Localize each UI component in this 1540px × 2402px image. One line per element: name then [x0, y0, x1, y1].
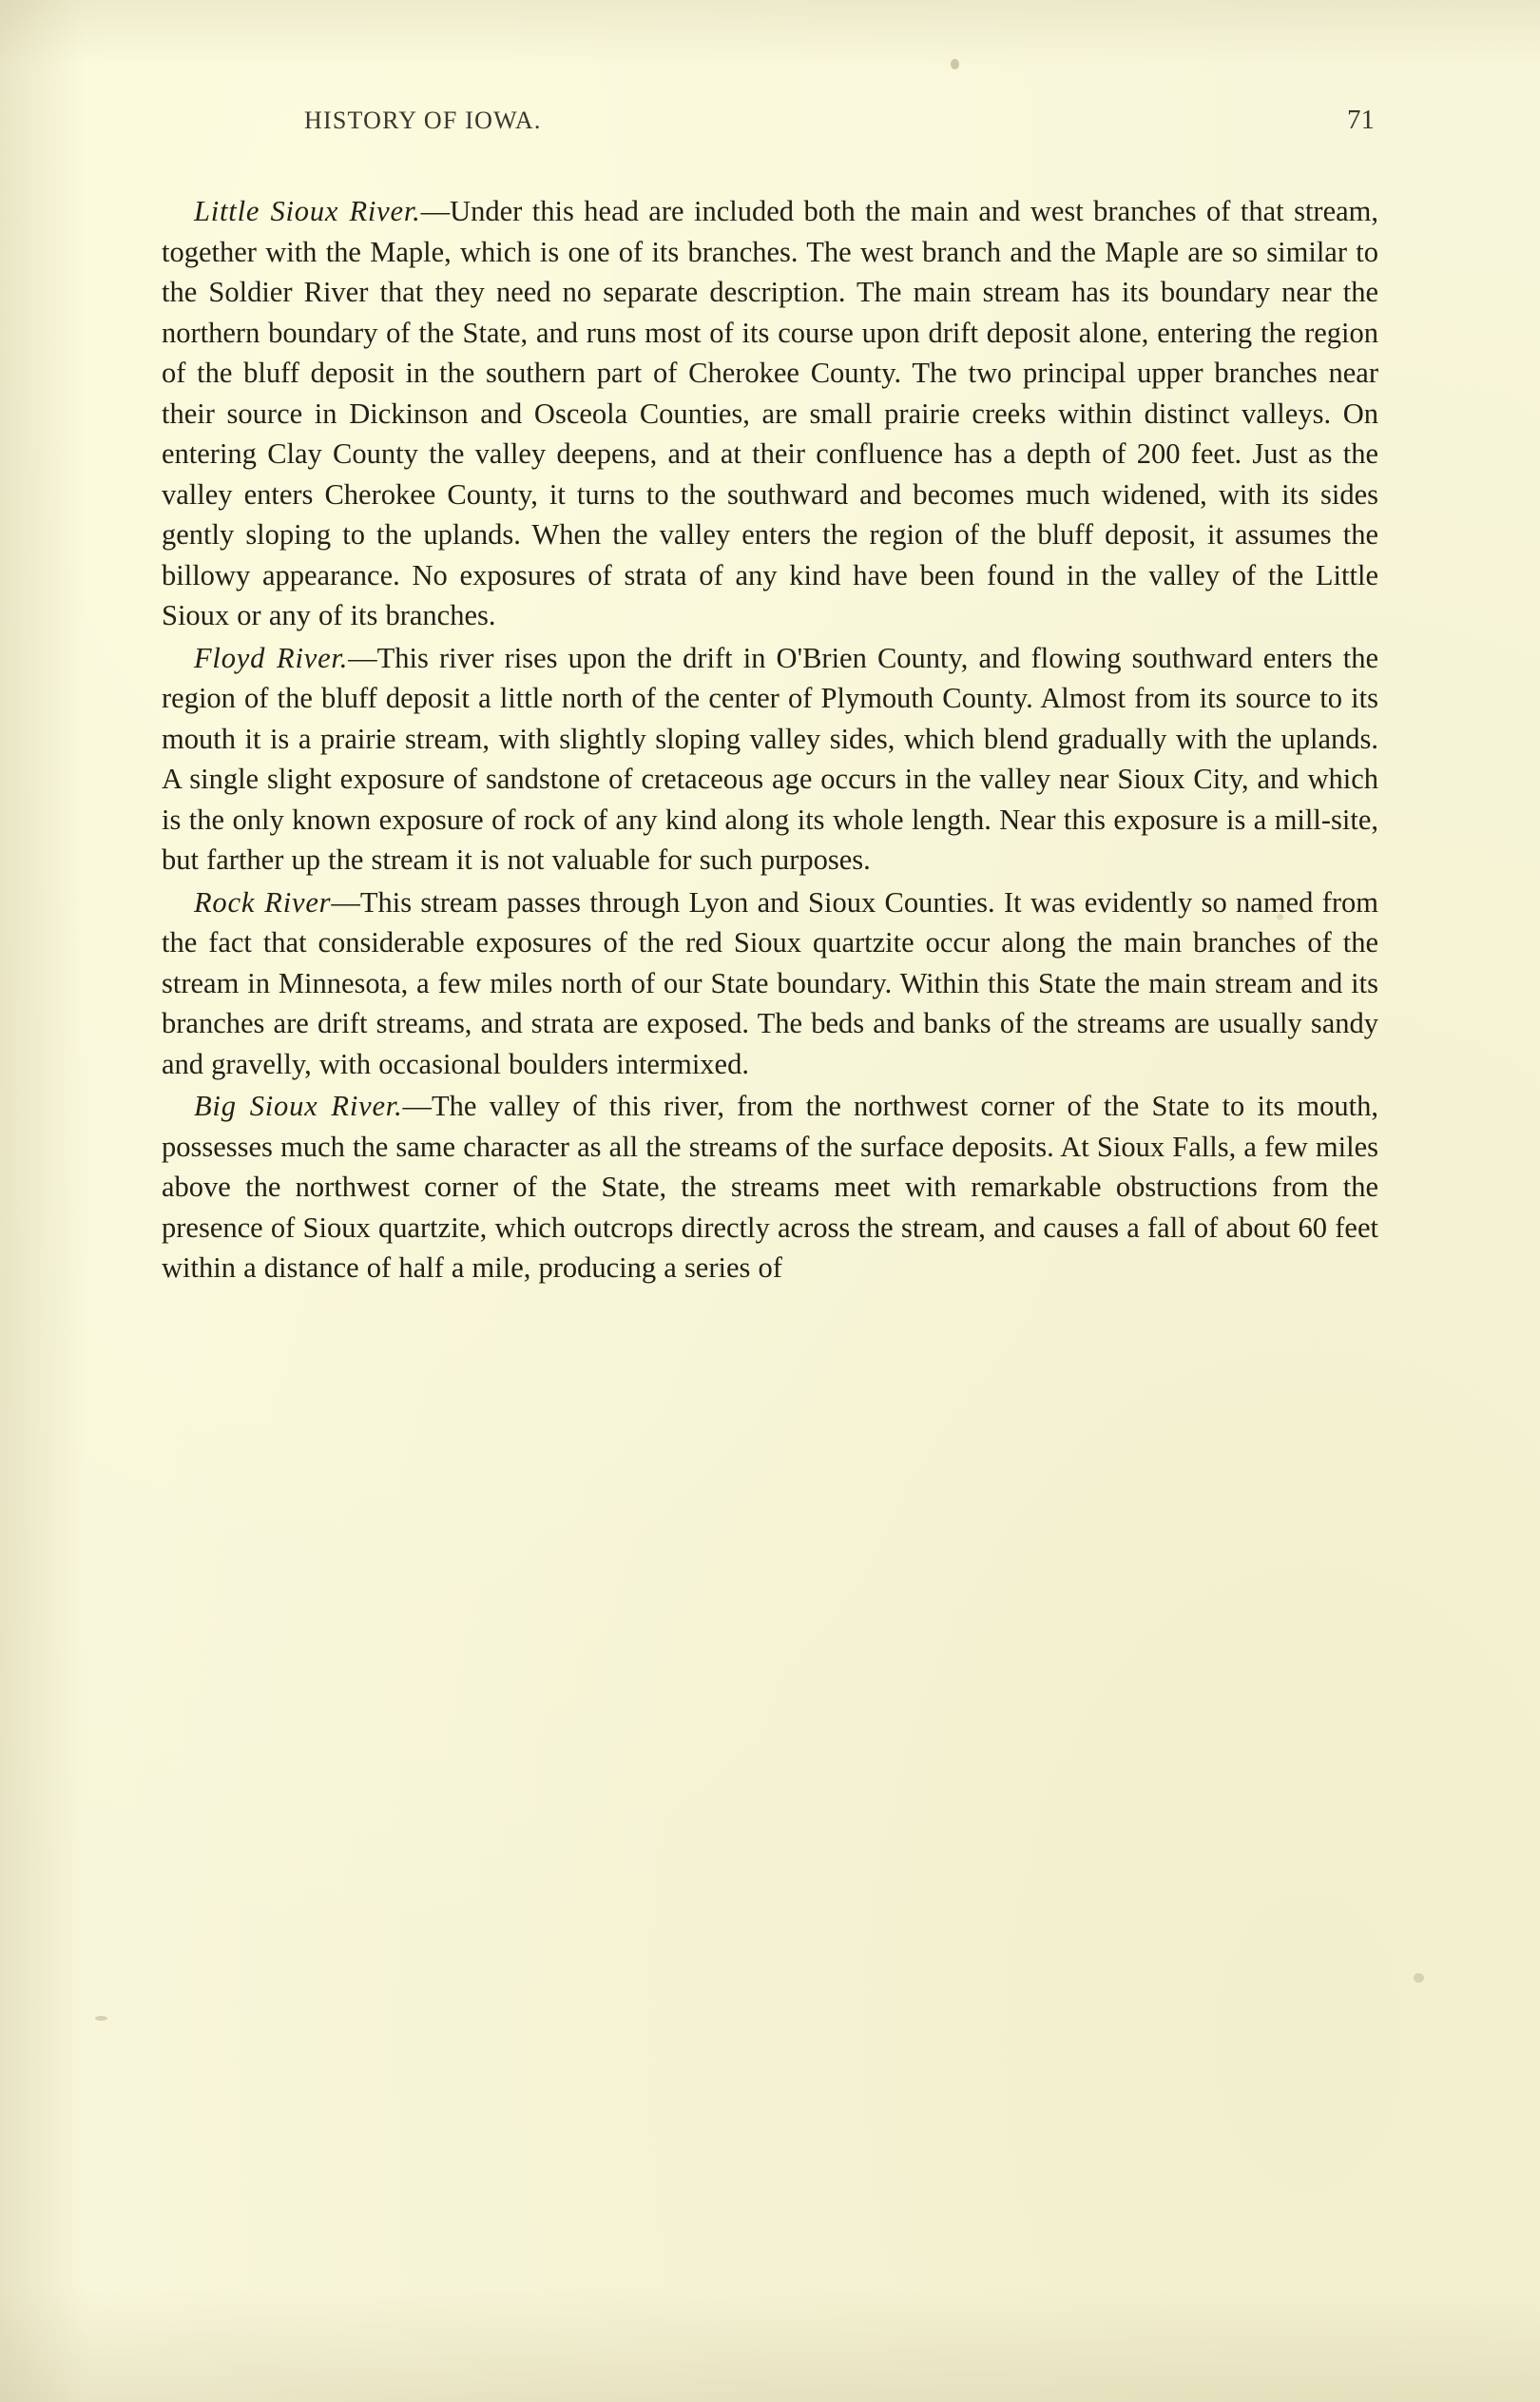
run-in-heading-big-sioux-river: Big Sioux River. — [194, 1090, 403, 1122]
page-speck — [95, 2016, 107, 2021]
page-speck — [1414, 1973, 1424, 1983]
em-dash: — — [420, 195, 451, 227]
paragraph-rock-river — [162, 882, 1378, 1085]
run-in-heading-floyd-river: Floyd River. — [194, 641, 349, 674]
paragraph-big-sioux-river — [162, 1086, 1378, 1288]
paragraph-floyd-river — [162, 638, 1378, 881]
run-in-heading-little-sioux-river: Little Sioux River. — [194, 195, 421, 227]
paragraph-text: The valley of this river, from the northwest corner of the State to its mouth, possesses much the same character as all the streams of the surface deposits. At Sioux Falls, a few miles above the northwest corner of the State, the streams meet with remarkable obstructions from the presence of Sioux quartzite, which outcrops directly across the stream, and causes a fall of about 60 feet within a distance of half a mile, producing a series of — [162, 1090, 1378, 1284]
em-dash: — — [348, 641, 377, 674]
paragraph-text: This river rises upon the drift in O'Brien County, and flowing southward enters the region of the bluff deposit a little north of the center of Plymouth County. Almost from its source to its mouth it is a prairie stream, with slightly sloping valley sides, which blend gradually with the uplands. A single slight exposure of sandstone of cretaceous age occurs in the valley near Sioux City, and which is the only known exposure of rock of any kind along its whole length. Near this exposure is a mill-site, but farther up the stream it is not valuable for such purposes. — [162, 641, 1378, 876]
run-in-heading-rock-river: Rock River — [194, 885, 332, 919]
page-content — [162, 105, 1378, 1290]
em-dash: — — [402, 1090, 433, 1122]
page-edge-shading-top — [0, 0, 1540, 67]
page-speck — [951, 59, 959, 69]
running-head — [162, 105, 1378, 136]
running-head-title: HISTORY OF IOWA. — [304, 107, 542, 134]
page-edge-shading-bottom — [0, 2288, 1540, 2402]
page-number: 71 — [1347, 105, 1375, 135]
em-dash: — — [331, 885, 360, 919]
paragraph-text: Under this head are included both the main and west branches of that stream, together with the Maple, which is one of its branches. The west branch and the Maple are so similar to the Soldier River that they need no separate description. The main stream has its boundary near the northern boundary of the State, and runs most of its course upon drift deposit alone, entering the region of the bluff deposit in the southern part of Cherokee County. The two principal upper branches near their source in Dickinson and Osceola Counties, are small prairie creeks within distinct valleys. On entering Clay County the valley deepens, and at their confluence has a depth of 200 feet. Just as the valley enters Cherokee County, it turns to the southward and becomes much widened, with its sides gently sloping to the uplands. When the valley enters the region of the bluff deposit, it assumes the billowy appearance. No exposures of strata of any kind have been found in the valley of the Little Sioux or any of its branches. — [162, 195, 1379, 631]
page-edge-shading-left — [0, 0, 86, 2402]
paragraph-text: This stream passes through Lyon and Sioux Counties. It was evidently so named from the fact that considerable exposures of the red Sioux quartzite occur along the main branches of the stream in Minnesota, a few miles north of our State boundary. Within this State the main stream and its branches are drift streams, and strata are exposed. The beds and banks of the streams are usually sandy and gravelly, with occasional boulders intermixed. — [162, 885, 1378, 1080]
paragraph-little-sioux-river — [162, 191, 1378, 636]
